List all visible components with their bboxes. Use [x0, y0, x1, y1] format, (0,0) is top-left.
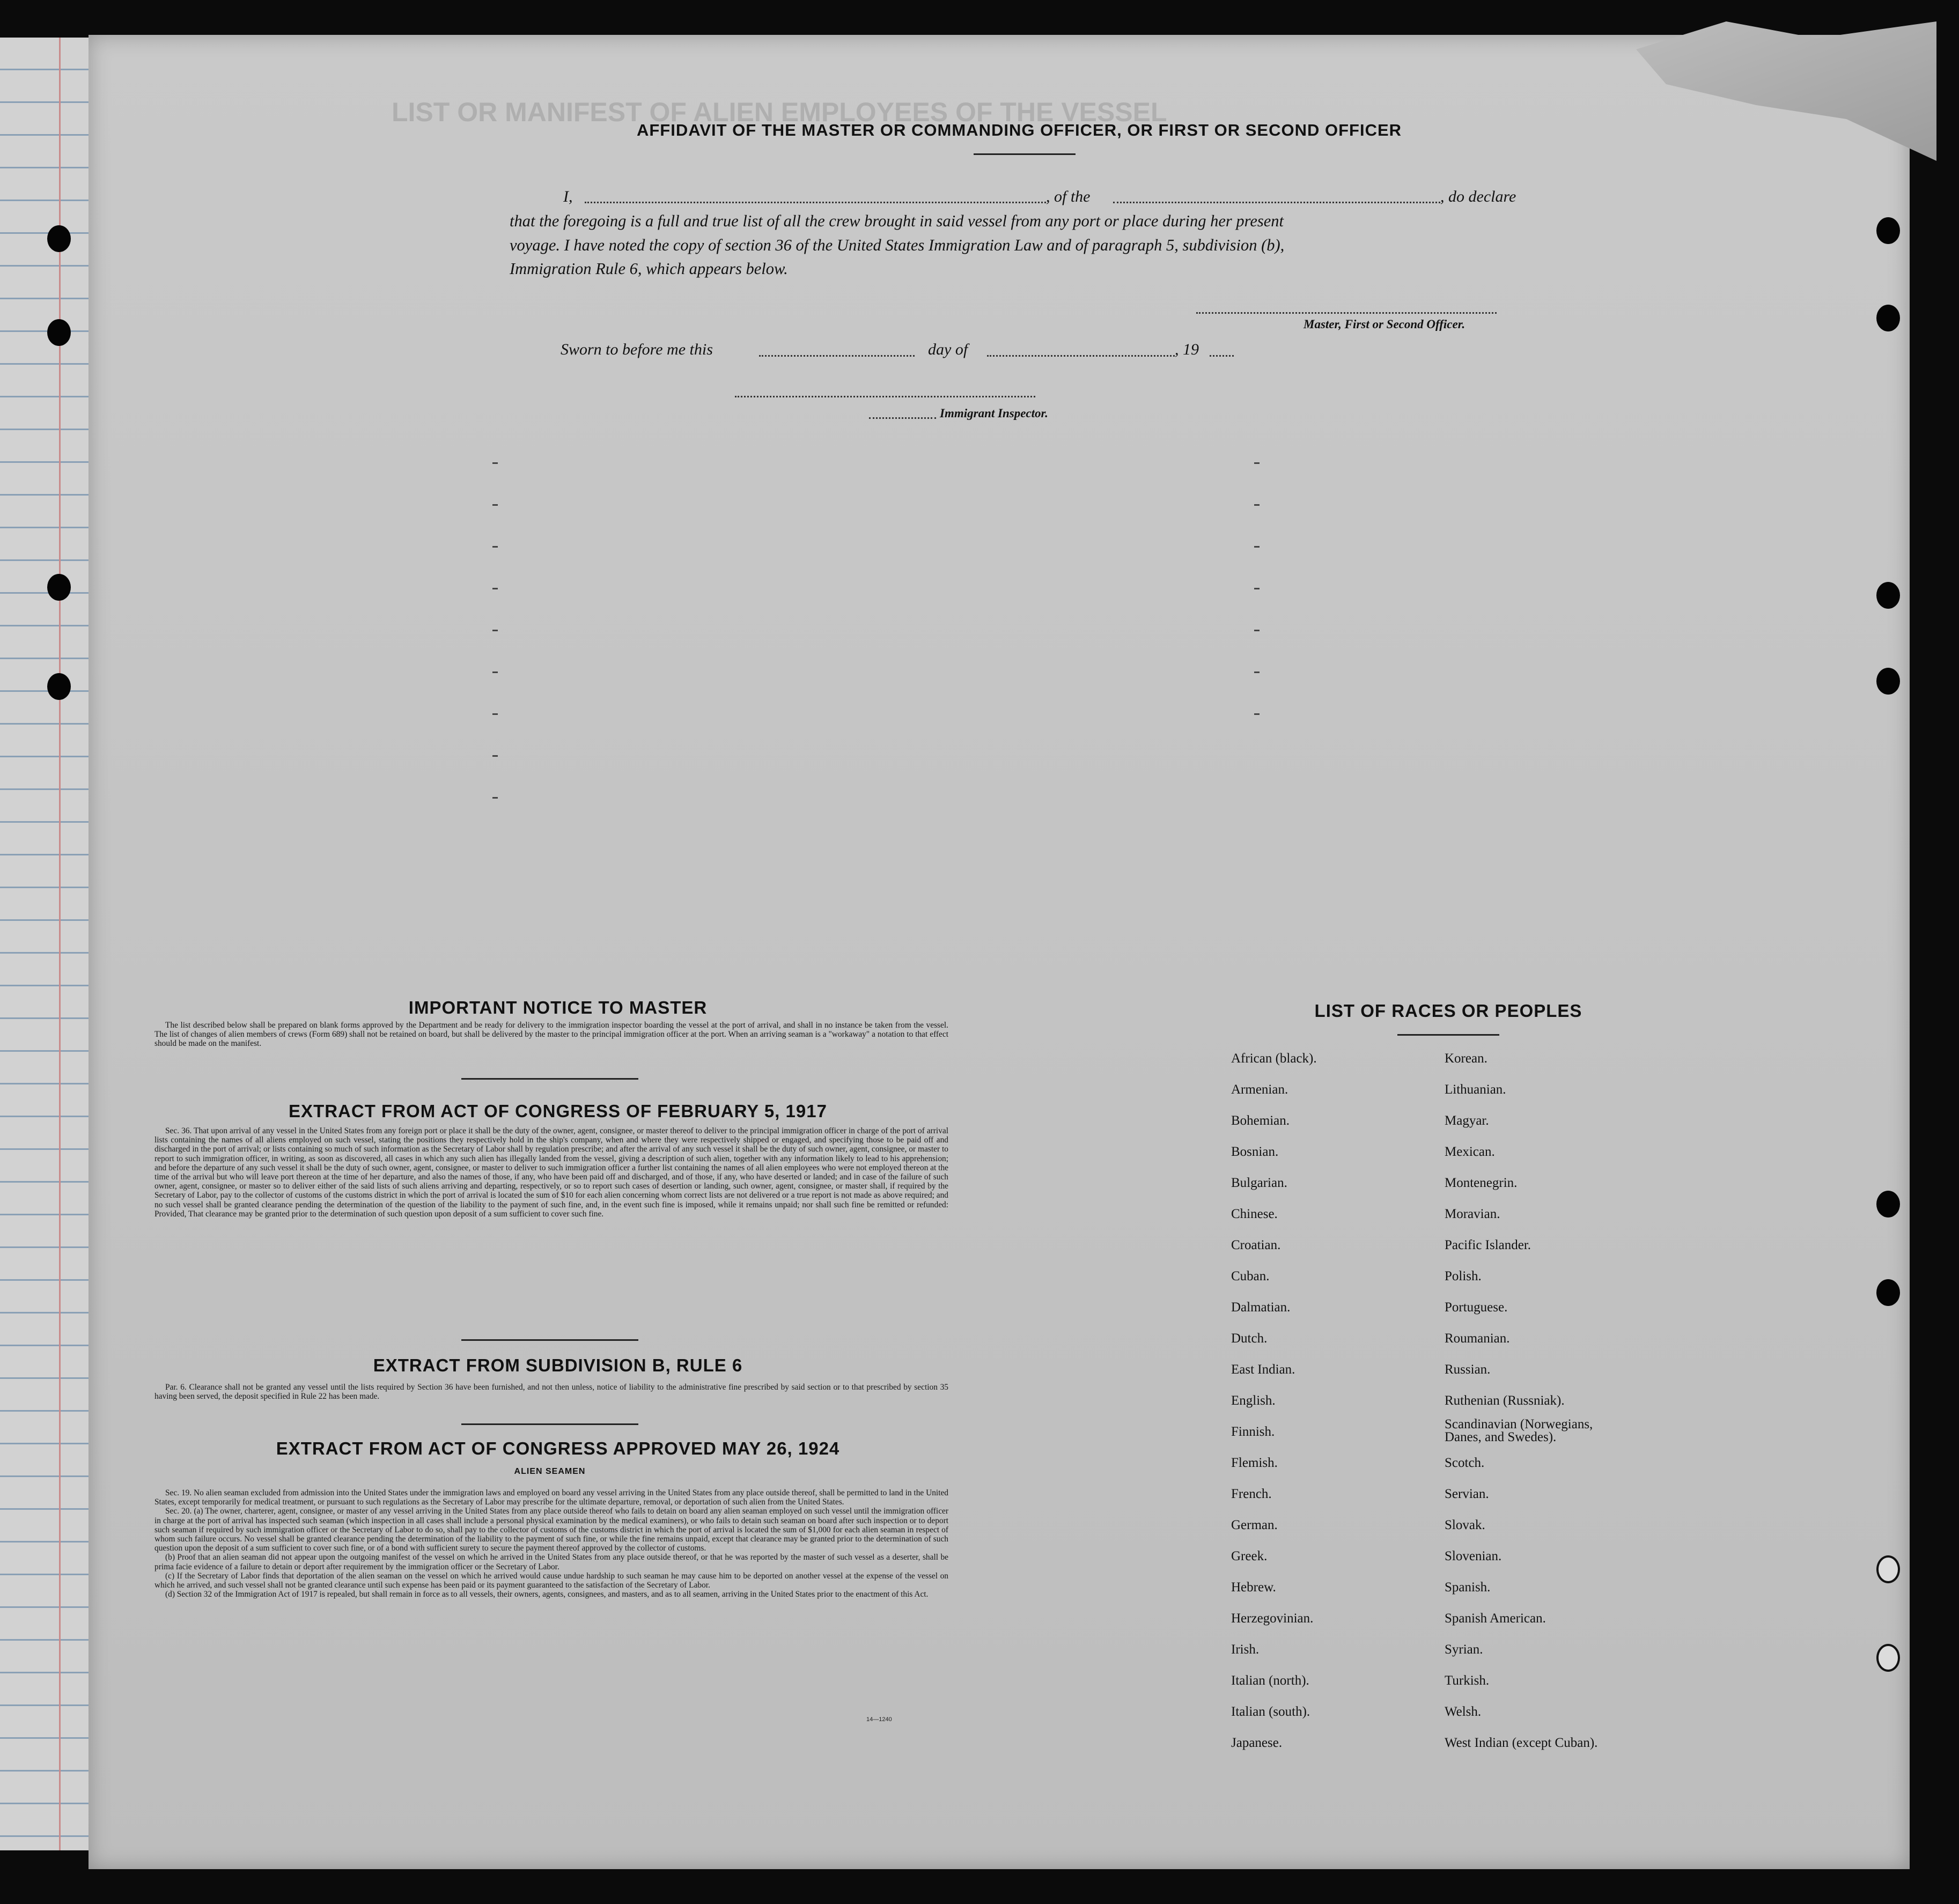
affidavit-line-3: voyage. I have noted the copy of section 36 of the United States Immigration Law and of paragraph 5, subdivision (b),	[510, 236, 1285, 254]
race-item: Croatian.	[1231, 1238, 1281, 1252]
sworn-month-field[interactable]	[987, 355, 1175, 357]
race-item: Polish.	[1445, 1269, 1482, 1283]
title-rule	[974, 153, 1076, 155]
notice-text: The list described below shall be prepared on blank forms approved by the Department and be ready for delivery to the immigration inspector boarding the vessel at the port of arrival, and shall in no instance be taken from the vessel. The list of changes of alien members of crews (Form 689) shall not be retained on board, but shall be delivered by the master to the principal immigration officer at the port. When an arriving seaman is a "workaway" a notation to that effect should be made on the manifest.	[154, 1021, 948, 1049]
inspector-caption: Immigrant Inspector.	[940, 407, 1048, 420]
race-item: East Indian.	[1231, 1362, 1295, 1377]
race-item: Greek.	[1231, 1549, 1268, 1563]
race-item: Slovak.	[1445, 1518, 1485, 1532]
row-dash	[492, 797, 498, 799]
punch-hole	[47, 574, 71, 601]
extract-1917-text: Sec. 36. That upon arrival of any vessel in the United States from any foreign port or place it shall be the duty of the owner, agent, consignee, or master thereof to deliver to the principal immigration officer in charge of the port of arrival lists containing the names of all aliens employed on such vessel, stating the positions they respectively hold in the ship's company, when and where they were respectively shipped or engaged, and specifying those to be paid off and discharged in the port of arrival; or lists containing so much of such information as the Secretary of Labor shall by regulation prescribe; and after the arrival of any such vessel it shall be the duty of such owner, agent, consignee, or master to report to such immigration officer, in writing, as soon as discovered, all cases in which any such alien has illegally landed from the vessel, giving a description of such alien, together with any information likely to lead to his apprehension; and before the departure of any such vessel it shall be the duty of such owner, agent, consignee, or master to deliver to such immigration officer a further list containing the names of all alien employees who were not employed thereon at the time of the arrival but who will leave port thereon at the time of her departure, and also the names of those, if any, who have been paid off and discharged, and of those, if any, who have deserted or landed; and in case of the failure of such owner, agent, consignee, or master so to deliver either of the said lists of such aliens arriving and departing, respectively, or so to report such cases of desertion or landing, such owner, agent, consignee, or master shall, if required by the Secretary of Labor, pay to the collector of customs of the customs district in which the port of arrival is located the sum of $10 for each alien concerning whom correct lists are not delivered or a true report is not made as above required; and no such vessel shall be granted clearance pending the determination of the question of the liability to the payment of such fine, and, in the event such fine is imposed, while it remains unpaid; nor shall such fine be remitted or refunded: Provided, That clearance may be granted prior to the determination of such question upon deposit of a sum sufficient to cover such fine.	[154, 1126, 948, 1219]
notice-title: IMPORTANT NOTICE TO MASTER	[408, 998, 708, 1017]
row-dash	[492, 546, 498, 548]
race-item: Ruthenian (Russniak).	[1445, 1393, 1565, 1408]
punch-hole	[47, 673, 71, 700]
race-item: Spanish.	[1445, 1580, 1491, 1595]
vessel-field[interactable]	[1113, 202, 1440, 203]
row-dash	[1254, 713, 1260, 715]
affidavit-line-2: that the foregoing is a full and true list of all the crew brought in said vessel from any port or place during her present	[510, 212, 1284, 230]
punch-hole	[1876, 1191, 1900, 1217]
row-dash	[492, 755, 498, 757]
punch-hole	[1876, 668, 1900, 695]
row-dash	[1254, 588, 1260, 589]
row-dash	[1254, 630, 1260, 631]
race-item: Dalmatian.	[1231, 1300, 1291, 1315]
race-item: Dutch.	[1231, 1331, 1268, 1346]
race-item: Slovenian.	[1445, 1549, 1502, 1563]
race-item: Pacific Islander.	[1445, 1238, 1531, 1252]
race-item: Japanese.	[1231, 1736, 1283, 1750]
row-dash	[1254, 546, 1260, 548]
punch-hole	[1876, 1279, 1900, 1306]
name-field[interactable]	[585, 202, 1046, 203]
section-rule	[461, 1423, 638, 1425]
punch-hole	[1876, 582, 1900, 609]
race-item: Lithuanian.	[1445, 1082, 1506, 1097]
inspector-signature-field[interactable]	[735, 396, 1035, 397]
race-item: Irish.	[1231, 1642, 1260, 1657]
race-item: Welsh.	[1445, 1704, 1482, 1719]
affidavit-line-4: Immigration Rule 6, which appears below.	[510, 260, 788, 278]
races-title: LIST OF RACES OR PEOPLES	[1314, 1001, 1582, 1021]
year-prefix: , 19	[1175, 341, 1199, 358]
row-dash	[492, 504, 498, 506]
race-item: Portuguese.	[1445, 1300, 1508, 1315]
row-dash	[492, 588, 498, 589]
punch-hole	[1876, 1555, 1900, 1583]
race-item: Roumanian.	[1445, 1331, 1510, 1346]
section-rule	[461, 1078, 638, 1080]
race-item: English.	[1231, 1393, 1276, 1408]
race-item: Russian.	[1445, 1362, 1491, 1377]
affidavit-of-the: , of the	[1046, 188, 1091, 205]
row-dash	[492, 713, 498, 715]
race-item: Hebrew.	[1231, 1580, 1276, 1595]
signature-field[interactable]	[1196, 312, 1497, 314]
race-item: Scandinavian (Norwegians, Danes, and Swedes).	[1445, 1417, 1593, 1444]
punch-hole	[1876, 305, 1900, 331]
race-item: West Indian (except Cuban).	[1445, 1736, 1598, 1750]
row-dash	[1254, 462, 1260, 464]
bleed-through-heading: LIST OR MANIFEST OF ALIEN EMPLOYEES OF THE VESSEL	[392, 97, 1167, 127]
adjacent-lined-sheet	[0, 38, 89, 1850]
affidavit-i-label: I,	[563, 188, 573, 205]
race-item: Spanish American.	[1445, 1611, 1546, 1626]
race-item: Chinese.	[1231, 1207, 1278, 1221]
race-item: Korean.	[1445, 1051, 1487, 1066]
race-item: Syrian.	[1445, 1642, 1483, 1657]
row-dash	[492, 630, 498, 631]
row-dash	[1254, 671, 1260, 673]
alien-seamen-subtitle: ALIEN SEAMEN	[514, 1467, 586, 1476]
race-item: Montenegrin.	[1445, 1176, 1518, 1190]
extract-1917-title: EXTRACT FROM ACT OF CONGRESS OF FEBRUARY 5, 1917	[289, 1101, 827, 1121]
race-item: Bulgarian.	[1231, 1176, 1287, 1190]
race-item: Servian.	[1445, 1487, 1489, 1501]
extract-1924-text: Sec. 19. No alien seaman excluded from admission into the United States under the immigration laws and employed on board any vessel arriving in the United States from any place outside thereof, shall be permitted to land in the United States, except temporarily for medical treatment, or pursuant to such regulations as the Secretary of Labor may prescribe for the ultimate departure, removal, or deportation of such alien from the United States. Sec. 20. (a) The owner, charterer, agent, consignee, or master of any vessel arriving in the United States from any place outside thereof who fails to detain on board any alien seaman employed on such vessel until the immigration officer in charge at the port of arrival has inspected such seaman (which inspection in all cases shall include a personal physical examination by the medical examiners), or who fails to detain such seaman on board after such inspection or to deport such seaman if required by such immigration officer or the Secretary of Labor to do so, shall pay to the collector of customs of the customs district in which the port of arrival is located the sum of $1,000 for each alien seaman in respect of whom such failure occurs. No vessel shall be granted clearance pending the determination of the liability to the payment of such fine, or while the fine remains unpaid, except that clearance may be granted prior to the determination of such question upon the deposit of a sum sufficient to cover such fine, or of a bond with sufficient surety to secure the payment thereof approved by the collector of customs. (b) Proof that an alien seaman did not appear upon the outgoing manifest of the vessel on which he arrived in the United States from any place outside thereof, or that he was reported by the master of such vessel as a deserter, shall be prima facie evidence of a failure to detain or deport after requirement by the immigration officer or the Secretary of Labor. (c) If the Secretary of Labor finds that deportation of the alien seaman on the vessel on which he arrived would cause undue hardship to such seaman he may cause him to be deported on another vessel at the expense of the vessel on which he arrived, and such vessel shall not be granted clearance until such expense has been paid or its payment guaranteed to the satisfaction of the Secretary of Labor. (d) Section 32 of the Immigration Act of 1917 is repealed, but shall remain in force as to all vessels, their owners, agents, consignees, and masters, and as to all seamen, arriving in the United States prior to the enactment of this Act.	[154, 1488, 948, 1599]
day-of-label: day of	[928, 341, 968, 358]
race-item: Italian (south).	[1231, 1704, 1310, 1719]
race-item: Turkish.	[1445, 1673, 1490, 1688]
race-item: German.	[1231, 1518, 1278, 1532]
race-item: Cuban.	[1231, 1269, 1270, 1283]
race-item: Bosnian.	[1231, 1145, 1279, 1159]
punch-hole	[1876, 1644, 1900, 1672]
sworn-label: Sworn to before me this	[561, 341, 713, 358]
race-item: Bohemian.	[1231, 1113, 1290, 1128]
race-item: French.	[1231, 1487, 1272, 1501]
race-item: Italian (north).	[1231, 1673, 1309, 1688]
rule6-text: Par. 6. Clearance shall not be granted any vessel until the lists required by Section 36 have been furnished, and not then unless, notice of liability to the administrative fine prescribed by said section or to that prescribed by section 35 having been served, the deposit specified in Rule 22 has been made.	[154, 1383, 948, 1401]
row-dash	[1254, 504, 1260, 506]
punch-hole	[47, 319, 71, 346]
race-item: Magyar.	[1445, 1113, 1489, 1128]
race-item: Moravian.	[1445, 1207, 1500, 1221]
inspector-dots	[869, 417, 936, 419]
rule6-title: EXTRACT FROM SUBDIVISION B, RULE 6	[373, 1355, 743, 1375]
affidavit-title: AFFIDAVIT OF THE MASTER OR COMMANDING OFFICER, OR FIRST OR SECOND OFFICER	[636, 121, 1402, 139]
race-item: Finnish.	[1231, 1425, 1275, 1439]
year-field[interactable]	[1210, 355, 1234, 357]
race-item: Armenian.	[1231, 1082, 1288, 1097]
punch-hole	[1876, 217, 1900, 244]
punch-hole	[47, 225, 71, 252]
race-item: Flemish.	[1231, 1456, 1278, 1470]
signature-caption: Master, First or Second Officer.	[1303, 318, 1465, 331]
form-number: 14—1240	[866, 1716, 892, 1723]
row-dash	[492, 462, 498, 464]
row-dash	[492, 671, 498, 673]
race-item: Scotch.	[1445, 1456, 1485, 1470]
race-item: African (black).	[1231, 1051, 1317, 1066]
section-rule	[461, 1339, 638, 1341]
affidavit-do-declare: , do declare	[1440, 188, 1516, 205]
extract-1924-title: EXTRACT FROM ACT OF CONGRESS APPROVED MAY 26, 1924	[276, 1438, 840, 1458]
race-item: Mexican.	[1445, 1145, 1495, 1159]
race-item: Herzegovinian.	[1231, 1611, 1314, 1626]
races-rule	[1397, 1034, 1499, 1036]
sworn-day-field[interactable]	[759, 355, 915, 357]
